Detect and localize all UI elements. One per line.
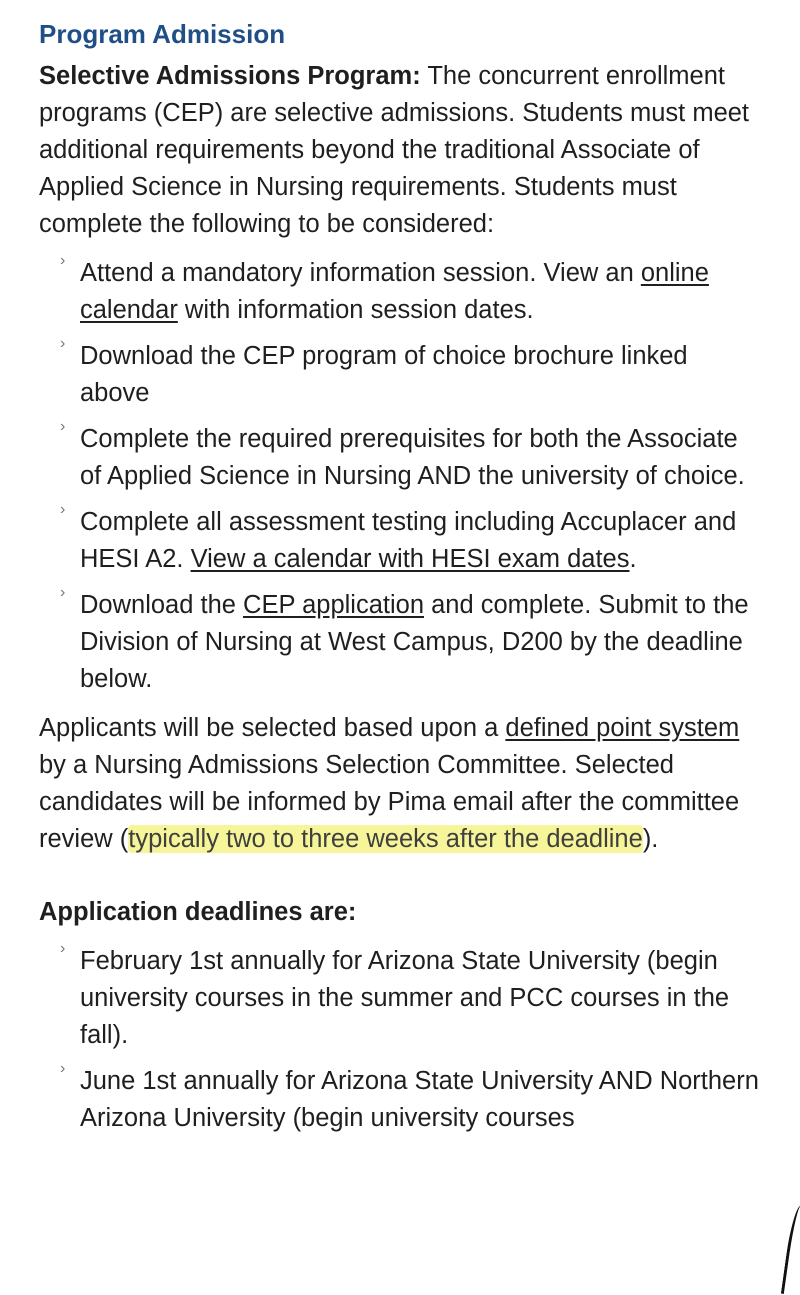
deadline-text: February 1st annually for Arizona State University (begin university courses in the summer and PCC courses in the fall).	[80, 947, 730, 1049]
list-item	[60, 501, 759, 578]
requirement-text: Attend a mandatory information session. View an	[80, 259, 641, 287]
list-item	[60, 1060, 759, 1137]
intro-paragraph	[39, 58, 759, 243]
requirement-text: Complete all assessment testing including Accuplacer and HESI A2.	[80, 508, 737, 573]
chevron-right-icon: ›	[60, 584, 66, 601]
page-title: Program Admission	[39, 19, 286, 49]
requirement-text: Download the	[80, 591, 244, 619]
chevron-right-icon: ›	[60, 335, 66, 352]
selection-text: by a Nursing Admissions Selection Committee. Selected candidates will be informed by Pima email after the committee review (	[39, 751, 740, 853]
selection-paragraph	[39, 710, 759, 858]
list-item	[60, 940, 759, 1054]
chevron-right-icon: ›	[60, 418, 66, 435]
chevron-right-icon: ›	[60, 252, 66, 269]
list-item	[60, 584, 759, 698]
main-content	[39, 16, 759, 1146]
intro-lead: Selective Admissions Program:	[39, 62, 421, 90]
deadlines-list	[39, 940, 759, 1137]
online-calendar-link[interactable]: online calendar	[80, 259, 709, 324]
selection-text: Applicants will be selected based upon a	[39, 714, 506, 742]
edge-mark	[781, 1205, 800, 1295]
selection-text: ).	[642, 825, 659, 853]
point-system-link[interactable]: defined point system	[505, 714, 740, 742]
requirement-text: Download the CEP program of choice brochure linked above	[80, 342, 688, 407]
requirement-text: Complete the required prerequisites for both the Associate of Applied Science in Nursing AND the university of choice.	[80, 425, 745, 490]
requirement-text: and complete. Submit to the Division of Nursing at West Campus, D200 by the deadline below.	[80, 591, 749, 693]
list-item	[60, 335, 759, 412]
list-item	[60, 418, 759, 495]
highlighted-text: typically two to three weeks after the deadline	[128, 825, 643, 853]
requirement-text: with information session dates.	[177, 296, 534, 324]
deadline-text: June 1st annually for Arizona State University AND Northern Arizona University (begin university courses	[80, 1067, 759, 1132]
hesi-calendar-link[interactable]: View a calendar with HESI exam dates	[190, 545, 630, 573]
chevron-right-icon: ›	[60, 1060, 66, 1077]
chevron-right-icon: ›	[60, 501, 66, 518]
deadlines-heading: Application deadlines are:	[39, 898, 357, 926]
cep-application-link[interactable]: CEP application	[243, 591, 425, 619]
chevron-right-icon: ›	[60, 940, 66, 957]
requirement-text: .	[629, 545, 637, 573]
list-item	[60, 252, 759, 329]
requirements-list	[39, 252, 759, 698]
intro-text: The concurrent enrollment programs (CEP) are selective admissions. Students must meet additional requirements beyond the traditional Associate of Applied Science in Nursing requirements. Students must complete the following to be considered:	[39, 62, 750, 238]
